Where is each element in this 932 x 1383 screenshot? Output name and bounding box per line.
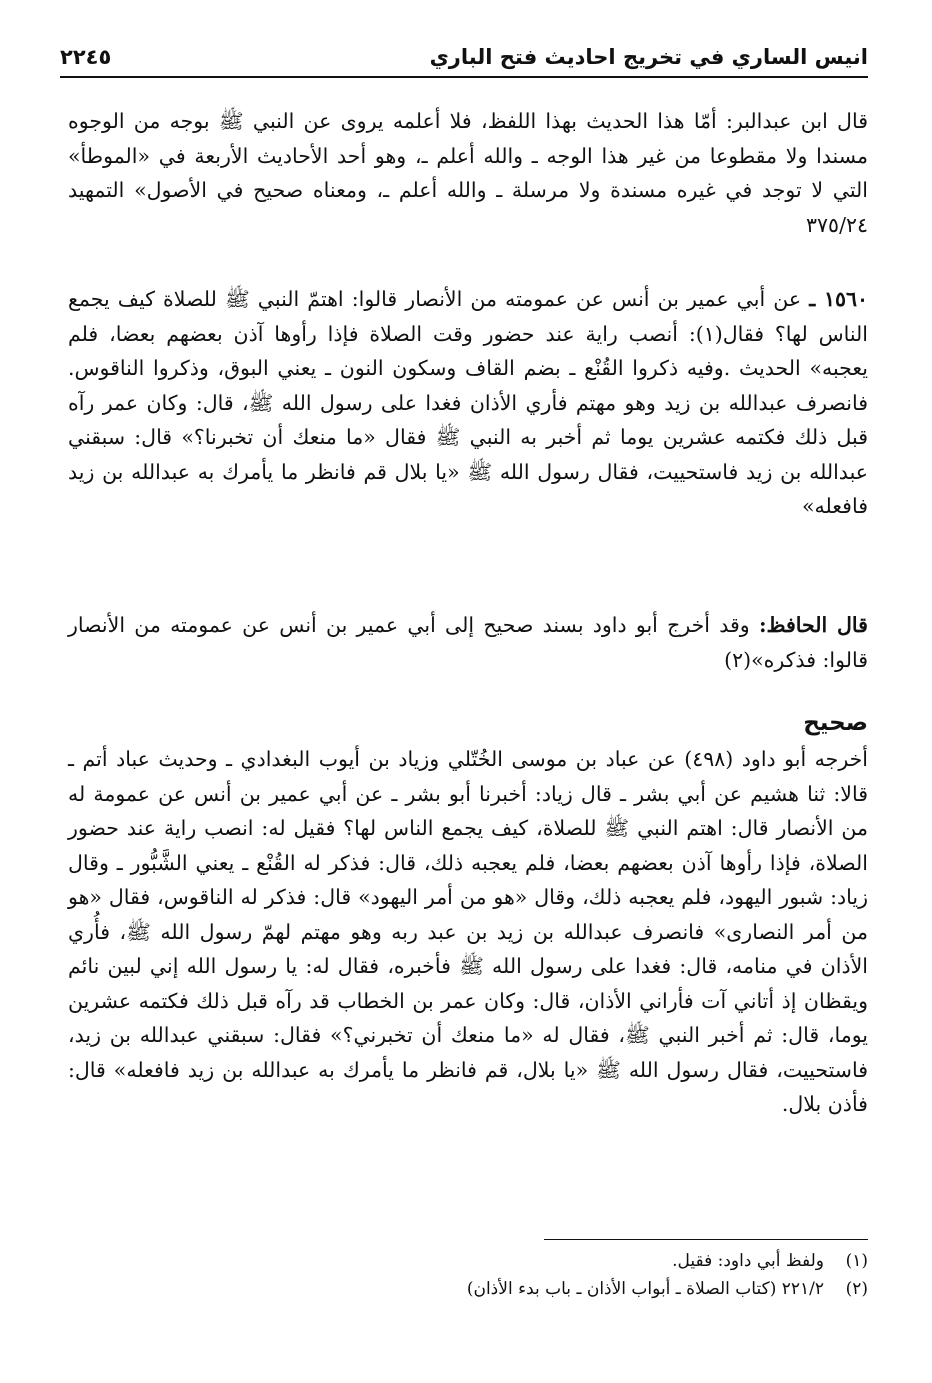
footnote-rule — [544, 1239, 868, 1240]
footnote-2 — [68, 1275, 868, 1303]
footnote-text: ولفظ أبي داود: فقيل. — [672, 1251, 824, 1271]
ibn-abdulbarr-paragraph: قال ابن عبدالبر: أمّا هذا الحديث بهذا اللفظ، فلا أعلمه يروى عن النبي ﷺ بوجه من الوجوه مسندا ولا مقطوعا من غير هذا الوجه ـ والله أعلم ـ، وهو أحد الأحاديث الأربعة في «الموطأ» التي لا توجد في غيره مسندة ولا مرسلة ـ والله أعلم ـ، ومعناه صحيح في الأصول» التمهيد ٣٧٥/٢٤ — [68, 109, 868, 237]
footnotes — [68, 1247, 868, 1303]
book-title: انيس الساري في تخريج احاديث فتح الباري — [429, 45, 868, 69]
running-header — [60, 40, 868, 74]
hadith-text: عن أبي عمير بن أنس عن عمومته من الأنصار قالوا: اهتمّ النبي ﷺ للصلاة كيف يجمع الناس لها؟ فقال(١): أنصب راية عند حضور وقت الصلاة فإذا رأوها آذن بعضهم بعضا، فلم يعجبه» الحديث .وفيه ذكروا القُنْع ـ بضم القاف وسكون النون ـ يعني البوق، وذكروا الناقوس. فانصرف عبدالله بن زيد وهو مهتم فأري الأذان فغدا على رسول الله ﷺ، قال: وكان عمر رآه قبل ذلك فكتمه عشرين يوما ثم أخبر به النبي ﷺ فقال «ما منعك أن تخبرنا؟» قال: سبقني عبدالله بن زيد فاستحييت، فقال رسول الله ﷺ «يا بلال قم فانظر ما يأمرك به عبدالله بن زيد فافعله» — [68, 287, 869, 518]
takhrij-paragraph: أخرجه أبو داود (٤٩٨) عن عباد بن موسى الخُتّلي وزياد بن أيوب البغدادي ـ وحديث عباد أتم ـ قالا: ثنا هشيم عن أبي بشر ـ قال زياد: أخبرنا أبو بشر ـ عن أبي عمير بن أنس عن عمومة له من الأنصار قال: اهتم النبي ﷺ للصلاة، كيف يجمع الناس لها؟ فقيل له: انصب راية عند حضور الصلاة، فإذا رأوها آذن بعضهم بعضا، فلم يعجبه ذلك، قال: فذكر له القُنْع ـ يعني الشَّبُّور ـ وقال زياد: شبور اليهود، فلم يعجبه ذلك، وقال «هو من أمر اليهود» قال: فذكر له الناقوس، فقال «هو من أمر النصارى» فانصرف عبدالله بن زيد بن عبد ربه وهو مهتم لهمّ رسول الله ﷺ، فأُري الأذان في منامه، قال: فغدا على رسول الله ﷺ فأخبره، فقال له: يا رسول الله إني لبين نائم ويقظان إذ أتاني آت فأراني الأذان، قال: وكان عمر بن الخطاب قد رآه قبل ذلك فكتمه عشرين يوما، قال: ثم أخبر النبي ﷺ، فقال له «ما منعك أن تخبرني؟» فقال: سبقني عبدالله بن زيد، فاستحييت، فقال رسول الله ﷺ «يا بلال، قم فانظر ما يأمرك به عبدالله بن زيد فافعله» قال: فأذن بلال. — [68, 747, 868, 1116]
hadith-number: ١٥٦٠ ـ — [809, 287, 868, 311]
hadith-paragraph — [68, 282, 868, 524]
hafiz-paragraph — [68, 608, 868, 677]
footnote-text: ٢٢١/٢ (كتاب الصلاة ـ أبواب الأذان ـ باب بدء الأذان) — [466, 1279, 824, 1299]
page-number: ٢٢٤٥ — [60, 45, 112, 69]
footnote-1 — [68, 1247, 868, 1275]
header-rule — [60, 76, 868, 78]
hafiz-text: وقد أخرج أبو داود بسند صحيح إلى أبي عمير بن أنس عن عمومته من الأنصار قالوا: فذكره»(٢) — [68, 613, 868, 672]
footnote-number: (٢) — [845, 1279, 868, 1299]
footnote-number: (١) — [845, 1251, 868, 1271]
hafiz-label: قال الحافظ: — [758, 613, 868, 637]
grade-heading: صحيح — [803, 710, 868, 736]
